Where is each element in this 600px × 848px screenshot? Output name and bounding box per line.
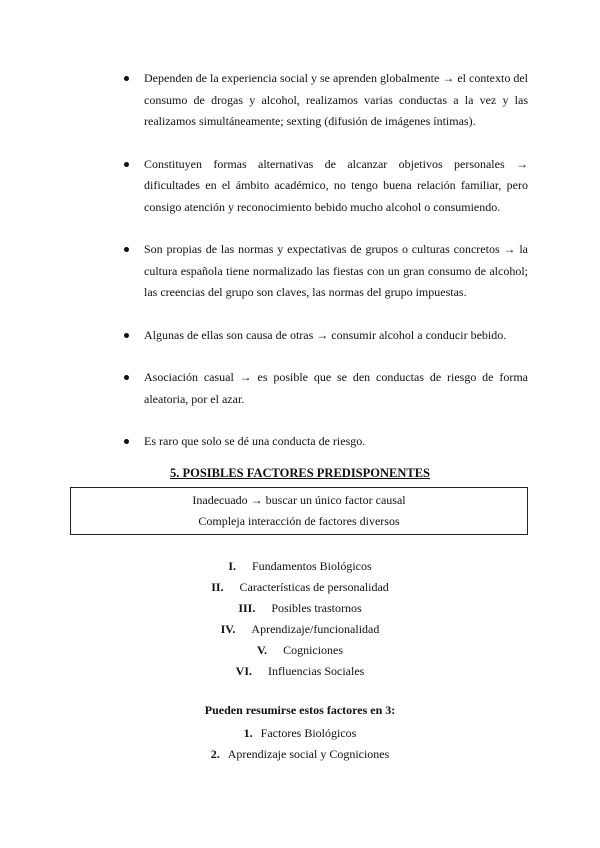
bullet-dot-icon xyxy=(124,375,129,380)
bullet-item xyxy=(124,154,528,219)
factor-item xyxy=(0,661,600,682)
factor-list xyxy=(0,556,600,682)
bullet-list xyxy=(124,68,528,453)
factor-label: Características de personalidad xyxy=(239,580,389,594)
factor-label: Aprendizaje/funcionalidad xyxy=(251,622,380,636)
factor-label: Cogniciones xyxy=(283,643,344,657)
summary-label: Factores Biológicos xyxy=(260,726,357,740)
summary-number: 1. xyxy=(243,726,253,740)
bullet-text: Es raro que solo se dé una conducta de riesgo. xyxy=(144,434,366,448)
bullet-dot-icon xyxy=(124,162,129,167)
bullet-item xyxy=(124,431,528,453)
bullet-dot-icon xyxy=(124,333,129,338)
highlight-box xyxy=(70,487,528,535)
bullet-text: Dependen de la experiencia social y se aprenden globalmente → el contexto del consumo de drogas y alcohol, realizamos varias conductas a la vez y las realizamos simultáneamente; sexting (difusión de imágenes íntimas). xyxy=(144,71,528,128)
factor-item xyxy=(0,619,600,640)
summary-number: 2. xyxy=(210,747,220,761)
bullet-text: Asociación casual → es posible que se den conductas de riesgo de forma aleatoria, por el azar. xyxy=(144,370,528,406)
factor-number: IV. xyxy=(220,622,236,636)
bullet-text: Algunas de ellas son causa de otras → consumir alcohol a conducir bebido. xyxy=(144,327,507,342)
bullet-item xyxy=(124,68,528,133)
factor-number: III. xyxy=(238,601,256,615)
factor-label: Influencias Sociales xyxy=(268,664,365,678)
factor-item xyxy=(0,577,600,598)
summary-item xyxy=(0,744,600,765)
bullet-dot-icon xyxy=(124,76,129,81)
bullet-dot-icon xyxy=(124,247,129,252)
factor-item xyxy=(0,556,600,577)
bullet-item xyxy=(124,367,528,410)
factor-item xyxy=(0,598,600,619)
box-line: Compleja interacción de factores diversos xyxy=(198,514,400,528)
bullet-text: Constituyen formas alternativas de alcanzar objetivos personales → dificultades en el ámbito académico, no tengo buena relación familiar, pero consigo atención y reconocimiento bebido mucho alcohol o consumiendo. xyxy=(144,156,528,214)
factor-label: Posibles trastornos xyxy=(271,601,362,615)
factor-number: I. xyxy=(228,559,236,573)
factor-item xyxy=(0,640,600,661)
summary-title: Pueden resumirse estos factores en 3: xyxy=(204,703,396,717)
factor-number: VI. xyxy=(235,664,253,678)
section-title: 5. POSIBLES FACTORES PREDISPONENTES xyxy=(169,466,431,480)
bullet-item xyxy=(124,239,528,304)
factor-number: V. xyxy=(256,643,268,657)
summary-label: Aprendizaje social y Cogniciones xyxy=(227,747,390,761)
factor-label: Fundamentos Biológicos xyxy=(252,559,372,573)
summary-list xyxy=(0,723,600,765)
bullet-dot-icon xyxy=(124,439,129,444)
box-line: Inadecuado → buscar un único factor causal xyxy=(192,493,406,507)
bullet-text: Son propias de las normas y expectativas de grupos o culturas concretos → la cultura española tiene normalizado las fiestas con un gran consumo de alcohol; las creencias del grupo son claves, las normas del grupo impuestas. xyxy=(144,242,528,299)
summary-item xyxy=(0,723,600,744)
bullet-item xyxy=(124,325,528,347)
factor-number: II. xyxy=(211,580,224,594)
